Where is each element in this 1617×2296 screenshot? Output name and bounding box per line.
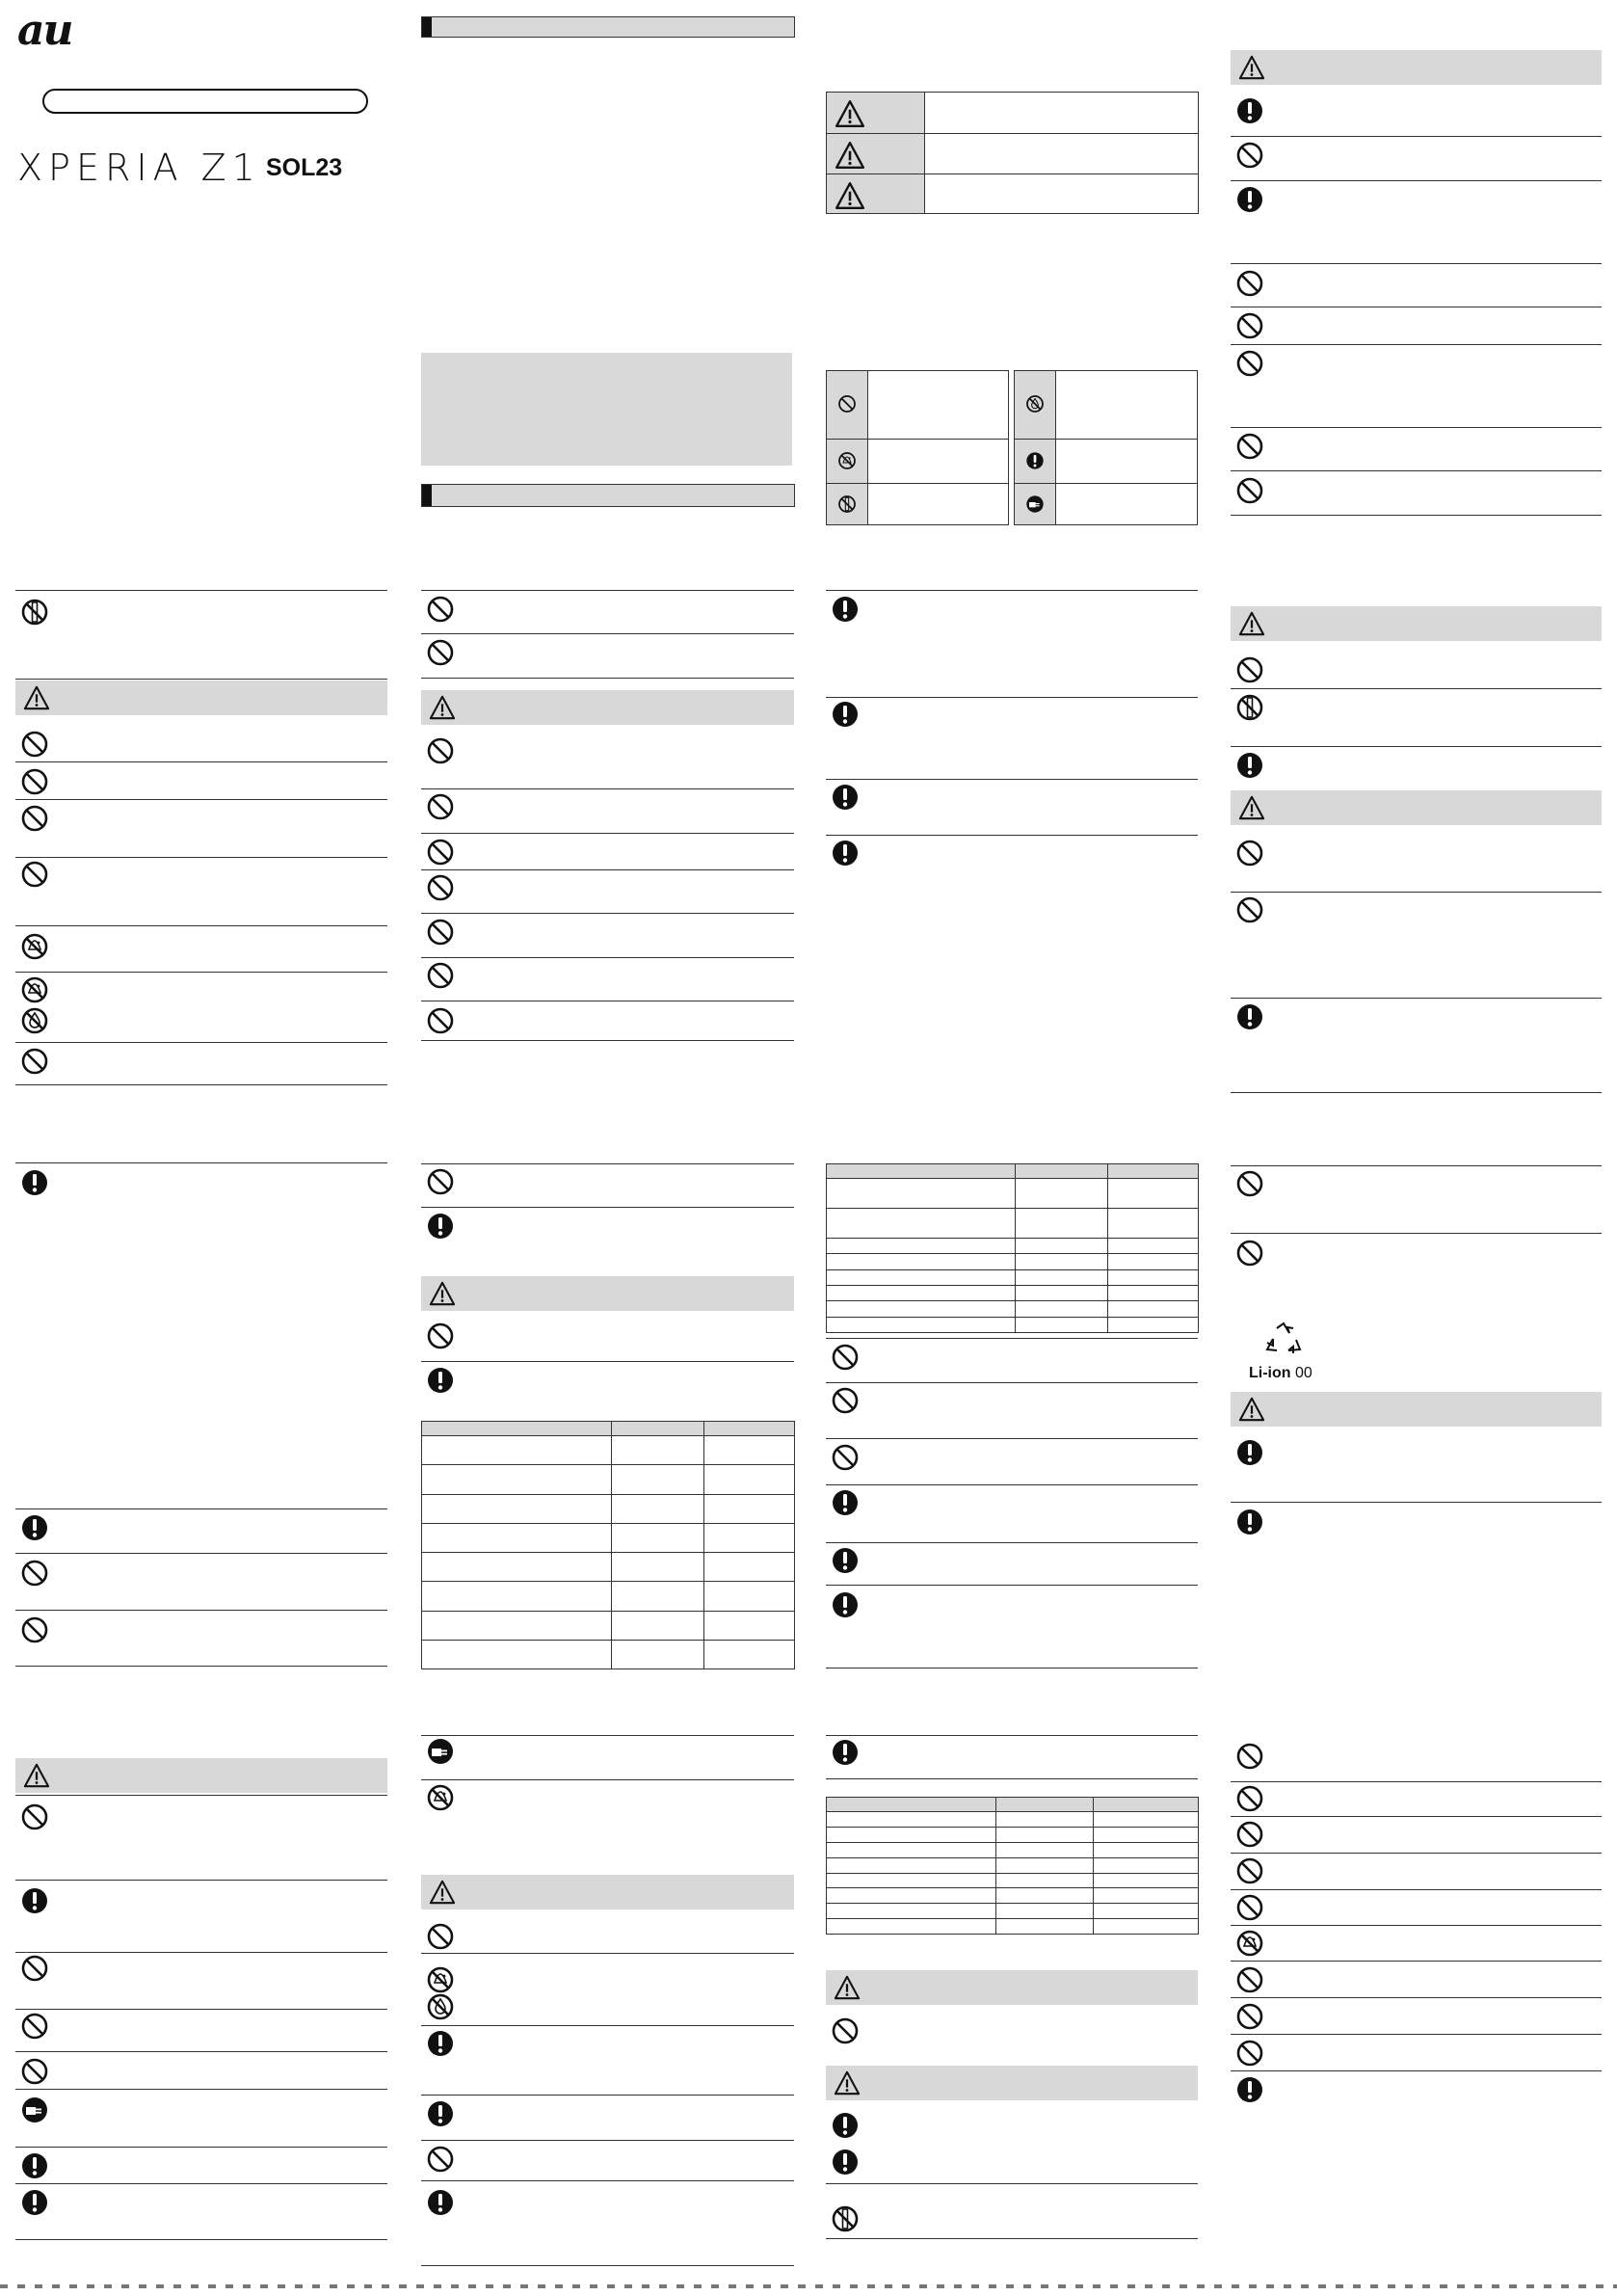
mandatory-icon — [1235, 185, 1264, 214]
divider-line — [421, 2140, 794, 2141]
no-wet-hands-icon — [426, 1965, 455, 1994]
divider-line — [421, 1361, 794, 1362]
no-wet-hands-icon — [837, 451, 857, 470]
divider-line — [15, 2239, 387, 2240]
warning-icon — [834, 1974, 861, 2001]
prohibition-icon — [837, 394, 857, 414]
divider-line — [826, 1382, 1198, 1383]
prohibition-icon — [426, 1922, 455, 1951]
divider-line — [15, 679, 387, 680]
hazard-level-table — [826, 92, 1199, 214]
mandatory-icon — [1235, 1002, 1264, 1031]
divider-line — [15, 1952, 387, 1953]
warning-icon — [1238, 610, 1265, 637]
no-wet-hands-icon — [20, 932, 49, 961]
divider-line — [826, 1735, 1198, 1736]
prohibition-icon — [1235, 432, 1264, 461]
prohibition-icon — [1235, 1893, 1264, 1922]
prohibition-icon — [20, 1954, 49, 1983]
mandatory-icon — [1235, 1508, 1264, 1536]
divider-line — [421, 869, 794, 870]
prohibition-icon — [426, 873, 455, 902]
divider-line — [826, 1542, 1198, 1543]
divider-line — [1231, 344, 1602, 345]
divider-line — [15, 1553, 387, 1554]
divider-line — [15, 2183, 387, 2184]
caution-band — [421, 1875, 794, 1909]
divider-line — [15, 2009, 387, 2010]
divider-line — [1231, 1853, 1602, 1854]
no-disassembly-icon — [831, 2204, 860, 2233]
divider-line — [1231, 1816, 1602, 1817]
no-disassembly-icon — [837, 494, 857, 514]
mandatory-icon — [20, 2188, 49, 2217]
caution-band — [15, 1758, 387, 1793]
mandatory-icon — [1235, 751, 1264, 780]
caution-band — [421, 1276, 794, 1311]
warning-icon — [429, 1879, 456, 1906]
divider-line — [15, 1795, 387, 1796]
section-header-bar — [421, 484, 795, 507]
divider-line — [826, 1438, 1198, 1439]
divider-line — [421, 1163, 794, 1164]
prohibition-icon — [20, 1802, 49, 1831]
mandatory-icon — [1235, 96, 1264, 125]
divider-line — [1231, 1165, 1602, 1166]
divider-line — [826, 1668, 1198, 1669]
prohibition-icon — [1235, 1856, 1264, 1885]
divider-line — [1231, 688, 1602, 689]
prohibition-icon — [1235, 895, 1264, 924]
no-wet-hands-icon — [426, 1783, 455, 1812]
divider-line — [826, 590, 1198, 591]
warning-icon — [835, 98, 865, 129]
warning-icon — [835, 180, 865, 211]
divider-line — [421, 788, 794, 789]
divider-line — [826, 697, 1198, 698]
prohibition-icon — [20, 2057, 49, 2086]
no-wet-hands-icon — [20, 975, 49, 1004]
mandatory-icon — [20, 2151, 49, 2180]
prohibition-icon — [1235, 269, 1264, 298]
prohibition-icon — [426, 638, 455, 667]
divider-line — [421, 678, 794, 679]
au-logo: au — [17, 6, 72, 55]
divider-line — [421, 1040, 794, 1041]
warning-icon — [1238, 1396, 1265, 1423]
unplug-icon — [20, 2096, 49, 2124]
divider-line — [421, 2265, 794, 2266]
mandatory-icon — [1025, 451, 1045, 470]
prohibition-icon — [831, 1443, 860, 1472]
divider-line — [826, 2183, 1198, 2184]
mandatory-icon — [831, 1590, 860, 1619]
prohibition-icon — [1235, 1820, 1264, 1849]
divider-line — [15, 857, 387, 858]
symbol-legend-left — [826, 370, 1009, 525]
caution-band — [826, 2066, 1198, 2100]
divider-line — [15, 1666, 387, 1667]
prohibition-icon — [20, 860, 49, 889]
mandatory-icon — [20, 1168, 49, 1197]
mandatory-icon — [426, 2029, 455, 2058]
caution-band — [421, 690, 794, 725]
prohibition-icon — [426, 1006, 455, 1035]
divider-line — [1231, 1092, 1602, 1093]
divider-line — [1231, 470, 1602, 471]
prohibition-icon — [20, 1615, 49, 1644]
warning-icon — [23, 684, 50, 711]
caution-band — [826, 1970, 1198, 2005]
prohibition-icon — [20, 767, 49, 796]
symbol-legend-right — [1014, 370, 1198, 525]
mandatory-icon — [831, 595, 860, 624]
prohibition-icon — [1235, 2039, 1264, 2068]
no-disassembly-icon — [20, 598, 49, 627]
prohibition-icon — [1235, 1784, 1264, 1813]
prohibition-icon — [1235, 2002, 1264, 2031]
no-water-icon — [20, 1006, 49, 1035]
divider-line — [15, 1880, 387, 1881]
section-header-bar — [421, 16, 795, 38]
unplug-icon — [426, 1737, 455, 1766]
product-name: XPERIA Z1 — [17, 147, 261, 189]
divider-line — [1231, 892, 1602, 893]
mandatory-icon — [831, 2148, 860, 2176]
divider-line — [1231, 1233, 1602, 1234]
no-water-icon — [426, 1992, 455, 2021]
divider-line — [1231, 2034, 1602, 2035]
mandatory-icon — [831, 1738, 860, 1767]
prohibition-icon — [1235, 476, 1264, 505]
prohibition-icon — [1235, 655, 1264, 684]
mandatory-icon — [831, 2111, 860, 2140]
prohibition-icon — [1235, 839, 1264, 868]
divider-line — [15, 2089, 387, 2090]
divider-line — [1231, 427, 1602, 428]
divider-line — [421, 633, 794, 634]
prohibition-icon — [1235, 311, 1264, 340]
unplug-icon — [1025, 494, 1045, 514]
no-water-icon — [1025, 394, 1045, 414]
mandatory-icon — [426, 2099, 455, 2128]
prohibition-icon — [426, 792, 455, 821]
mandatory-icon — [426, 1366, 455, 1395]
warning-icon — [1238, 794, 1265, 821]
divider-line — [826, 779, 1198, 780]
divider-line — [15, 925, 387, 926]
caution-band — [1231, 1392, 1602, 1427]
mandatory-icon — [20, 1513, 49, 1542]
divider-line — [1231, 998, 1602, 999]
prohibition-icon — [426, 1322, 455, 1350]
title-label-frame — [42, 89, 368, 114]
prohibition-icon — [1235, 141, 1264, 170]
divider-line — [15, 1162, 387, 1163]
data-table — [826, 1797, 1199, 1935]
divider-line — [826, 2238, 1198, 2239]
caution-band — [1231, 790, 1602, 825]
divider-line — [826, 1778, 1198, 1779]
caution-band — [1231, 606, 1602, 641]
prohibition-icon — [20, 2012, 49, 2041]
caution-band — [1231, 50, 1602, 85]
mandatory-icon — [831, 783, 860, 812]
prohibition-icon — [426, 595, 455, 624]
divider-line — [421, 2025, 794, 2026]
divider-line — [421, 1207, 794, 1208]
mandatory-icon — [426, 2188, 455, 2217]
prohibition-icon — [20, 1047, 49, 1076]
divider-line — [421, 590, 794, 591]
prohibition-icon — [1235, 1169, 1264, 1198]
divider-line — [826, 1585, 1198, 1586]
caution-band — [15, 681, 387, 715]
mandatory-icon — [831, 1488, 860, 1517]
divider-line — [1231, 515, 1602, 516]
warning-icon — [429, 694, 456, 721]
no-wet-hands-icon — [1235, 1929, 1264, 1958]
mandatory-icon — [1235, 2075, 1264, 2104]
divider-line — [421, 913, 794, 914]
prohibition-icon — [1235, 1965, 1264, 1994]
mandatory-icon — [1235, 1438, 1264, 1467]
divider-line — [15, 761, 387, 762]
prohibition-icon — [426, 2145, 455, 2174]
data-table — [421, 1421, 795, 1669]
mandatory-icon — [20, 1886, 49, 1915]
divider-line — [1231, 1781, 1602, 1782]
warning-icon — [1238, 54, 1265, 81]
divider-line — [15, 799, 387, 800]
divider-line — [421, 957, 794, 958]
divider-line — [421, 1953, 794, 1954]
divider-line — [1231, 263, 1602, 264]
divider-line — [826, 835, 1198, 836]
divider-line — [1231, 180, 1602, 181]
divider-line — [421, 1779, 794, 1780]
mandatory-icon — [831, 839, 860, 868]
divider-line — [15, 2147, 387, 2148]
prohibition-icon — [831, 1386, 860, 1415]
prohibition-icon — [426, 961, 455, 990]
divider-line — [15, 2051, 387, 2052]
prohibition-icon — [20, 1559, 49, 1588]
divider-line — [1231, 1925, 1602, 1926]
warning-icon — [23, 1762, 50, 1789]
divider-line — [826, 1484, 1198, 1485]
prohibition-icon — [20, 804, 49, 833]
prohibition-icon — [1235, 1239, 1264, 1268]
page-fold-marks — [0, 2284, 1617, 2288]
prohibition-icon — [1235, 1742, 1264, 1771]
prohibition-icon — [831, 1343, 860, 1372]
note-box — [421, 353, 792, 466]
mandatory-icon — [831, 700, 860, 729]
mandatory-icon — [831, 1546, 860, 1575]
data-table — [826, 1163, 1199, 1333]
divider-line — [15, 1084, 387, 1085]
divider-line — [1231, 1889, 1602, 1890]
divider-line — [1231, 1502, 1602, 1503]
prohibition-icon — [1235, 349, 1264, 378]
divider-line — [1231, 136, 1602, 137]
recycle-icon — [1263, 1321, 1304, 1359]
divider-line — [1231, 1961, 1602, 1962]
divider-line — [15, 1042, 387, 1043]
divider-line — [421, 2180, 794, 2181]
prohibition-icon — [426, 1167, 455, 1196]
prohibition-icon — [831, 2016, 860, 2045]
divider-line — [826, 1338, 1198, 1339]
divider-line — [421, 1735, 794, 1736]
prohibition-icon — [426, 838, 455, 867]
divider-line — [421, 2095, 794, 2096]
prohibition-icon — [20, 730, 49, 759]
divider-line — [15, 1508, 387, 1509]
warning-icon — [429, 1280, 456, 1307]
divider-line — [1231, 1997, 1602, 1998]
prohibition-icon — [426, 736, 455, 765]
warning-icon — [834, 2069, 861, 2096]
divider-line — [15, 972, 387, 973]
divider-line — [15, 590, 387, 591]
battery-chemistry-label: Li-ion 00 — [1249, 1365, 1312, 1381]
no-disassembly-icon — [1235, 693, 1264, 722]
warning-icon — [835, 140, 865, 171]
prohibition-icon — [426, 918, 455, 947]
divider-line — [15, 1610, 387, 1611]
mandatory-icon — [426, 1212, 455, 1241]
divider-line — [1231, 746, 1602, 747]
divider-line — [1231, 2070, 1602, 2071]
model-code: SOL23 — [266, 154, 343, 181]
divider-line — [421, 833, 794, 834]
